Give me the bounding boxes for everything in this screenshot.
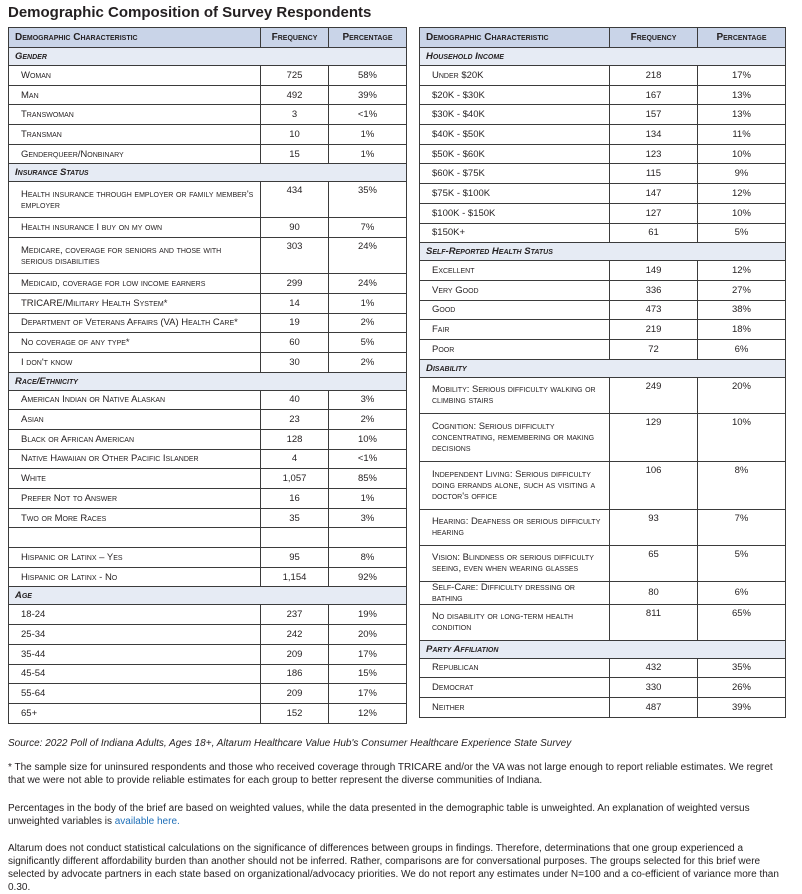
table-row [420,261,786,281]
section-row [9,48,407,66]
row-percentage: 10% [698,413,786,461]
table-row [420,125,786,145]
row-percentage: 2% [329,410,407,430]
row-label: 18-24 [9,605,261,625]
row-percentage: 85% [329,469,407,489]
table-row [9,293,407,313]
table-row [420,581,786,604]
row-frequency [261,528,329,548]
row-percentage: 2% [329,313,407,333]
table-row [9,182,407,218]
table-row [9,703,407,723]
weights-note [8,802,788,828]
row-percentage: 58% [329,66,407,86]
row-label: $75K - $100K [420,184,610,204]
table-row [420,203,786,223]
row-frequency: 487 [610,698,698,718]
row-percentage: 6% [698,339,786,359]
table-row [9,605,407,625]
table-row [420,545,786,581]
row-label: Man [9,85,261,105]
section-row [9,372,407,390]
row-frequency: 186 [261,664,329,684]
row-label: Poor [420,339,610,359]
row-label: Native Hawaiian or Other Pacific Islander [9,449,261,469]
row-label: Democrat [420,678,610,698]
row-frequency: 23 [261,410,329,430]
section-header: Gender [9,48,407,66]
table-row [9,429,407,449]
row-frequency: 14 [261,293,329,313]
row-percentage [329,528,407,548]
row-label: $20K - $30K [420,85,610,105]
row-label: Republican [420,658,610,678]
section-row [420,640,786,658]
row-percentage: 8% [698,461,786,509]
table-row [9,218,407,238]
row-frequency: 157 [610,105,698,125]
row-label: $50K - $60K [420,144,610,164]
demographics-table-left [8,27,407,724]
row-frequency: 95 [261,548,329,568]
row-percentage: 9% [698,164,786,184]
table-row [9,238,407,274]
row-frequency: 3 [261,105,329,125]
row-frequency: 167 [610,85,698,105]
row-percentage: 10% [698,144,786,164]
row-percentage: 20% [698,377,786,413]
row-label: Fair [420,320,610,340]
header-characteristic: Demographic Characteristic [9,28,261,48]
row-frequency: 725 [261,66,329,86]
row-frequency: 1,154 [261,567,329,587]
row-frequency: 123 [610,144,698,164]
row-label: $60K - $75K [420,164,610,184]
row-frequency: 152 [261,703,329,723]
header-percentage: Percentage [329,28,407,48]
row-frequency: 60 [261,333,329,353]
row-label: Medicaid, coverage for low income earners [9,274,261,294]
row-label: $150K+ [420,223,610,243]
row-label: Asian [9,410,261,430]
table-row [420,320,786,340]
row-label: Medicare, coverage for seniors and those with serious disabilities [9,238,261,274]
row-frequency: 134 [610,125,698,145]
table-body [420,48,786,718]
table-row [420,658,786,678]
row-percentage: 3% [329,508,407,528]
row-percentage: 26% [698,678,786,698]
row-frequency: 434 [261,182,329,218]
row-label: Cognition: Serious difficulty concentrating, remembering or making decisions [420,413,610,461]
row-frequency: 432 [610,658,698,678]
row-percentage: 15% [329,664,407,684]
row-label: Woman [9,66,261,86]
row-percentage: 24% [329,274,407,294]
row-frequency: 30 [261,352,329,372]
header-frequency: Frequency [261,28,329,48]
row-label [9,528,261,548]
row-percentage: 3% [329,390,407,410]
row-label: Independent Living: Serious difficulty doing errands alone, such as visiting a doctor's office [420,461,610,509]
table-row [420,678,786,698]
row-frequency: 61 [610,223,698,243]
row-label: 35-44 [9,644,261,664]
section-header: Insurance Status [9,164,407,182]
table-row [420,144,786,164]
section-row [9,164,407,182]
row-label: Transman [9,125,261,145]
table-body [9,48,407,724]
row-frequency: 811 [610,604,698,640]
available-here-link[interactable]: available here. [114,816,180,827]
row-percentage: 17% [698,66,786,86]
row-frequency: 115 [610,164,698,184]
row-label: Hearing: Deafness or serious difficulty hearing [420,509,610,545]
demographics-table-right [419,27,786,718]
row-frequency: 299 [261,274,329,294]
row-percentage: 39% [329,85,407,105]
row-frequency: 16 [261,489,329,509]
row-frequency: 209 [261,644,329,664]
row-frequency: 127 [610,203,698,223]
row-frequency: 128 [261,429,329,449]
table-row [9,449,407,469]
table-row [420,184,786,204]
row-percentage: 92% [329,567,407,587]
section-row [9,587,407,605]
row-percentage: 12% [698,261,786,281]
row-percentage: 35% [698,658,786,678]
section-row [420,48,786,66]
table-row [9,410,407,430]
row-frequency: 106 [610,461,698,509]
row-percentage: 8% [329,548,407,568]
table-row [420,300,786,320]
header-percentage: Percentage [698,28,786,48]
table-row [420,339,786,359]
row-frequency: 242 [261,625,329,645]
row-frequency: 336 [610,280,698,300]
table-row [420,66,786,86]
row-percentage: 13% [698,85,786,105]
table-row [420,413,786,461]
row-frequency: 1,057 [261,469,329,489]
section-row [420,243,786,261]
row-label: Excellent [420,261,610,281]
row-percentage: 6% [698,581,786,604]
row-percentage: 19% [329,605,407,625]
row-percentage: 10% [329,429,407,449]
row-label: Very Good [420,280,610,300]
table-row [420,461,786,509]
row-percentage: 38% [698,300,786,320]
row-percentage: 5% [329,333,407,353]
section-header: Disability [420,359,786,377]
row-frequency: 15 [261,144,329,164]
row-percentage: 11% [698,125,786,145]
row-label: $100K - $150K [420,203,610,223]
table-row [9,313,407,333]
row-frequency: 219 [610,320,698,340]
table-row [9,548,407,568]
table-row [9,85,407,105]
row-percentage: 12% [698,184,786,204]
row-percentage: 12% [329,703,407,723]
row-frequency: 4 [261,449,329,469]
row-percentage: 13% [698,105,786,125]
row-frequency: 209 [261,684,329,704]
row-label: Health insurance through employer or family member's employer [9,182,261,218]
table-row [9,390,407,410]
section-header: Party Affiliation [420,640,786,658]
row-percentage: 17% [329,644,407,664]
row-percentage: 1% [329,293,407,313]
row-percentage: 1% [329,125,407,145]
row-label: Self-Care: Difficulty dressing or bathing [420,581,610,604]
row-label: Genderqueer/Nonbinary [9,144,261,164]
row-label: $40K - $50K [420,125,610,145]
row-percentage: 17% [329,684,407,704]
row-frequency: 492 [261,85,329,105]
row-percentage: 24% [329,238,407,274]
row-label: TRICARE/Military Health System* [9,293,261,313]
table-row [420,85,786,105]
row-frequency: 10 [261,125,329,145]
table-row [9,274,407,294]
table-row [420,280,786,300]
row-percentage: 7% [329,218,407,238]
table-row [420,105,786,125]
table-row [420,223,786,243]
row-label: American Indian or Native Alaskan [9,390,261,410]
row-frequency: 473 [610,300,698,320]
altarum-disclaimer: Altarum does not conduct statistical calculations on the significance of differences between groups in findings. Therefore, determinations that one group experienced a significantly different affordability burden than another should not be inferred. Rather, comparisons are for conversational purposes. The groups selected for this brief were selected by advocate partners in each state based on organizational/advocacy priorities. We do not report any estimates under N=100 and a co-efficient of variance more than 0.30. [8,843,779,893]
table-row [9,528,407,548]
row-label: 55-64 [9,684,261,704]
row-frequency: 90 [261,218,329,238]
row-label: Hispanic or Latinx – Yes [9,548,261,568]
row-frequency: 19 [261,313,329,333]
section-row [420,359,786,377]
row-frequency: 249 [610,377,698,413]
row-percentage: 20% [329,625,407,645]
row-frequency: 218 [610,66,698,86]
row-frequency: 129 [610,413,698,461]
row-percentage: <1% [329,449,407,469]
table-header-row [9,28,407,48]
row-label: Black or African American [9,429,261,449]
table-row [420,604,786,640]
table-row [9,144,407,164]
table-row [9,125,407,145]
row-frequency: 80 [610,581,698,604]
row-percentage: 39% [698,698,786,718]
table-row [9,644,407,664]
footnote: * The sample size for uninsured respondents and those who received coverage through TRICARE and/or the VA was not large enough to report reliable estimates. We regret that we were not able to provide reliable estimates for each group to better represent the diverse communities of Indiana. [8,762,773,786]
header-frequency: Frequency [610,28,698,48]
page-title: Demographic Composition of Survey Respondents [8,4,372,21]
row-frequency: 72 [610,339,698,359]
row-label: White [9,469,261,489]
row-label: No coverage of any type* [9,333,261,353]
row-percentage: 7% [698,509,786,545]
table-row [9,66,407,86]
row-percentage: 10% [698,203,786,223]
section-header: Race/Ethnicity [9,372,407,390]
row-percentage: 65% [698,604,786,640]
header-characteristic: Demographic Characteristic [420,28,610,48]
section-header: Age [9,587,407,605]
row-percentage: 18% [698,320,786,340]
row-percentage: 5% [698,223,786,243]
table-row [9,567,407,587]
row-label: Mobility: Serious difficulty walking or climbing stairs [420,377,610,413]
row-label: Prefer Not to Answer [9,489,261,509]
weights-text: Percentages in the body of the brief are based on weighted values, while the data presented in the demographic table is unweighted. An explanation of weighted versus unweighted variables is [8,803,750,827]
row-label: Department of Veterans Affairs (VA) Health Care* [9,313,261,333]
row-label: Vision: Blindness or serious difficulty seeing, even when wearing glasses [420,545,610,581]
table-row [9,352,407,372]
row-percentage: 35% [329,182,407,218]
table-row [420,164,786,184]
row-frequency: 35 [261,508,329,528]
row-frequency: 237 [261,605,329,625]
row-label: I don't know [9,352,261,372]
row-label: 65+ [9,703,261,723]
row-label: Transwoman [9,105,261,125]
row-label: Good [420,300,610,320]
table-row [9,664,407,684]
table-row [9,333,407,353]
table-header-row [420,28,786,48]
row-frequency: 330 [610,678,698,698]
source-note: Source: 2022 Poll of Indiana Adults, Ages 18+, Altarum Healthcare Value Hub's Consumer Healthcare Experience State Survey [8,738,572,749]
table-row [420,698,786,718]
row-label: Two or More Races [9,508,261,528]
row-percentage: <1% [329,105,407,125]
row-label: Under $20K [420,66,610,86]
row-label: No disability or long-term health condition [420,604,610,640]
row-label: Hispanic or Latinx - No [9,567,261,587]
row-label: 25-34 [9,625,261,645]
row-percentage: 1% [329,489,407,509]
table-row [420,509,786,545]
row-label: Health insurance I buy on my own [9,218,261,238]
table-row [9,489,407,509]
row-label: 45-54 [9,664,261,684]
row-frequency: 147 [610,184,698,204]
section-header: Household Income [420,48,786,66]
row-percentage: 27% [698,280,786,300]
row-frequency: 65 [610,545,698,581]
section-header: Self-Reported Health Status [420,243,786,261]
row-label: $30K - $40K [420,105,610,125]
row-frequency: 40 [261,390,329,410]
row-percentage: 5% [698,545,786,581]
table-row [9,625,407,645]
row-percentage: 1% [329,144,407,164]
table-row [9,508,407,528]
table-row [9,105,407,125]
row-label: Neither [420,698,610,718]
table-row [9,469,407,489]
table-row [420,377,786,413]
row-percentage: 2% [329,352,407,372]
row-frequency: 149 [610,261,698,281]
row-frequency: 93 [610,509,698,545]
row-frequency: 303 [261,238,329,274]
table-row [9,684,407,704]
